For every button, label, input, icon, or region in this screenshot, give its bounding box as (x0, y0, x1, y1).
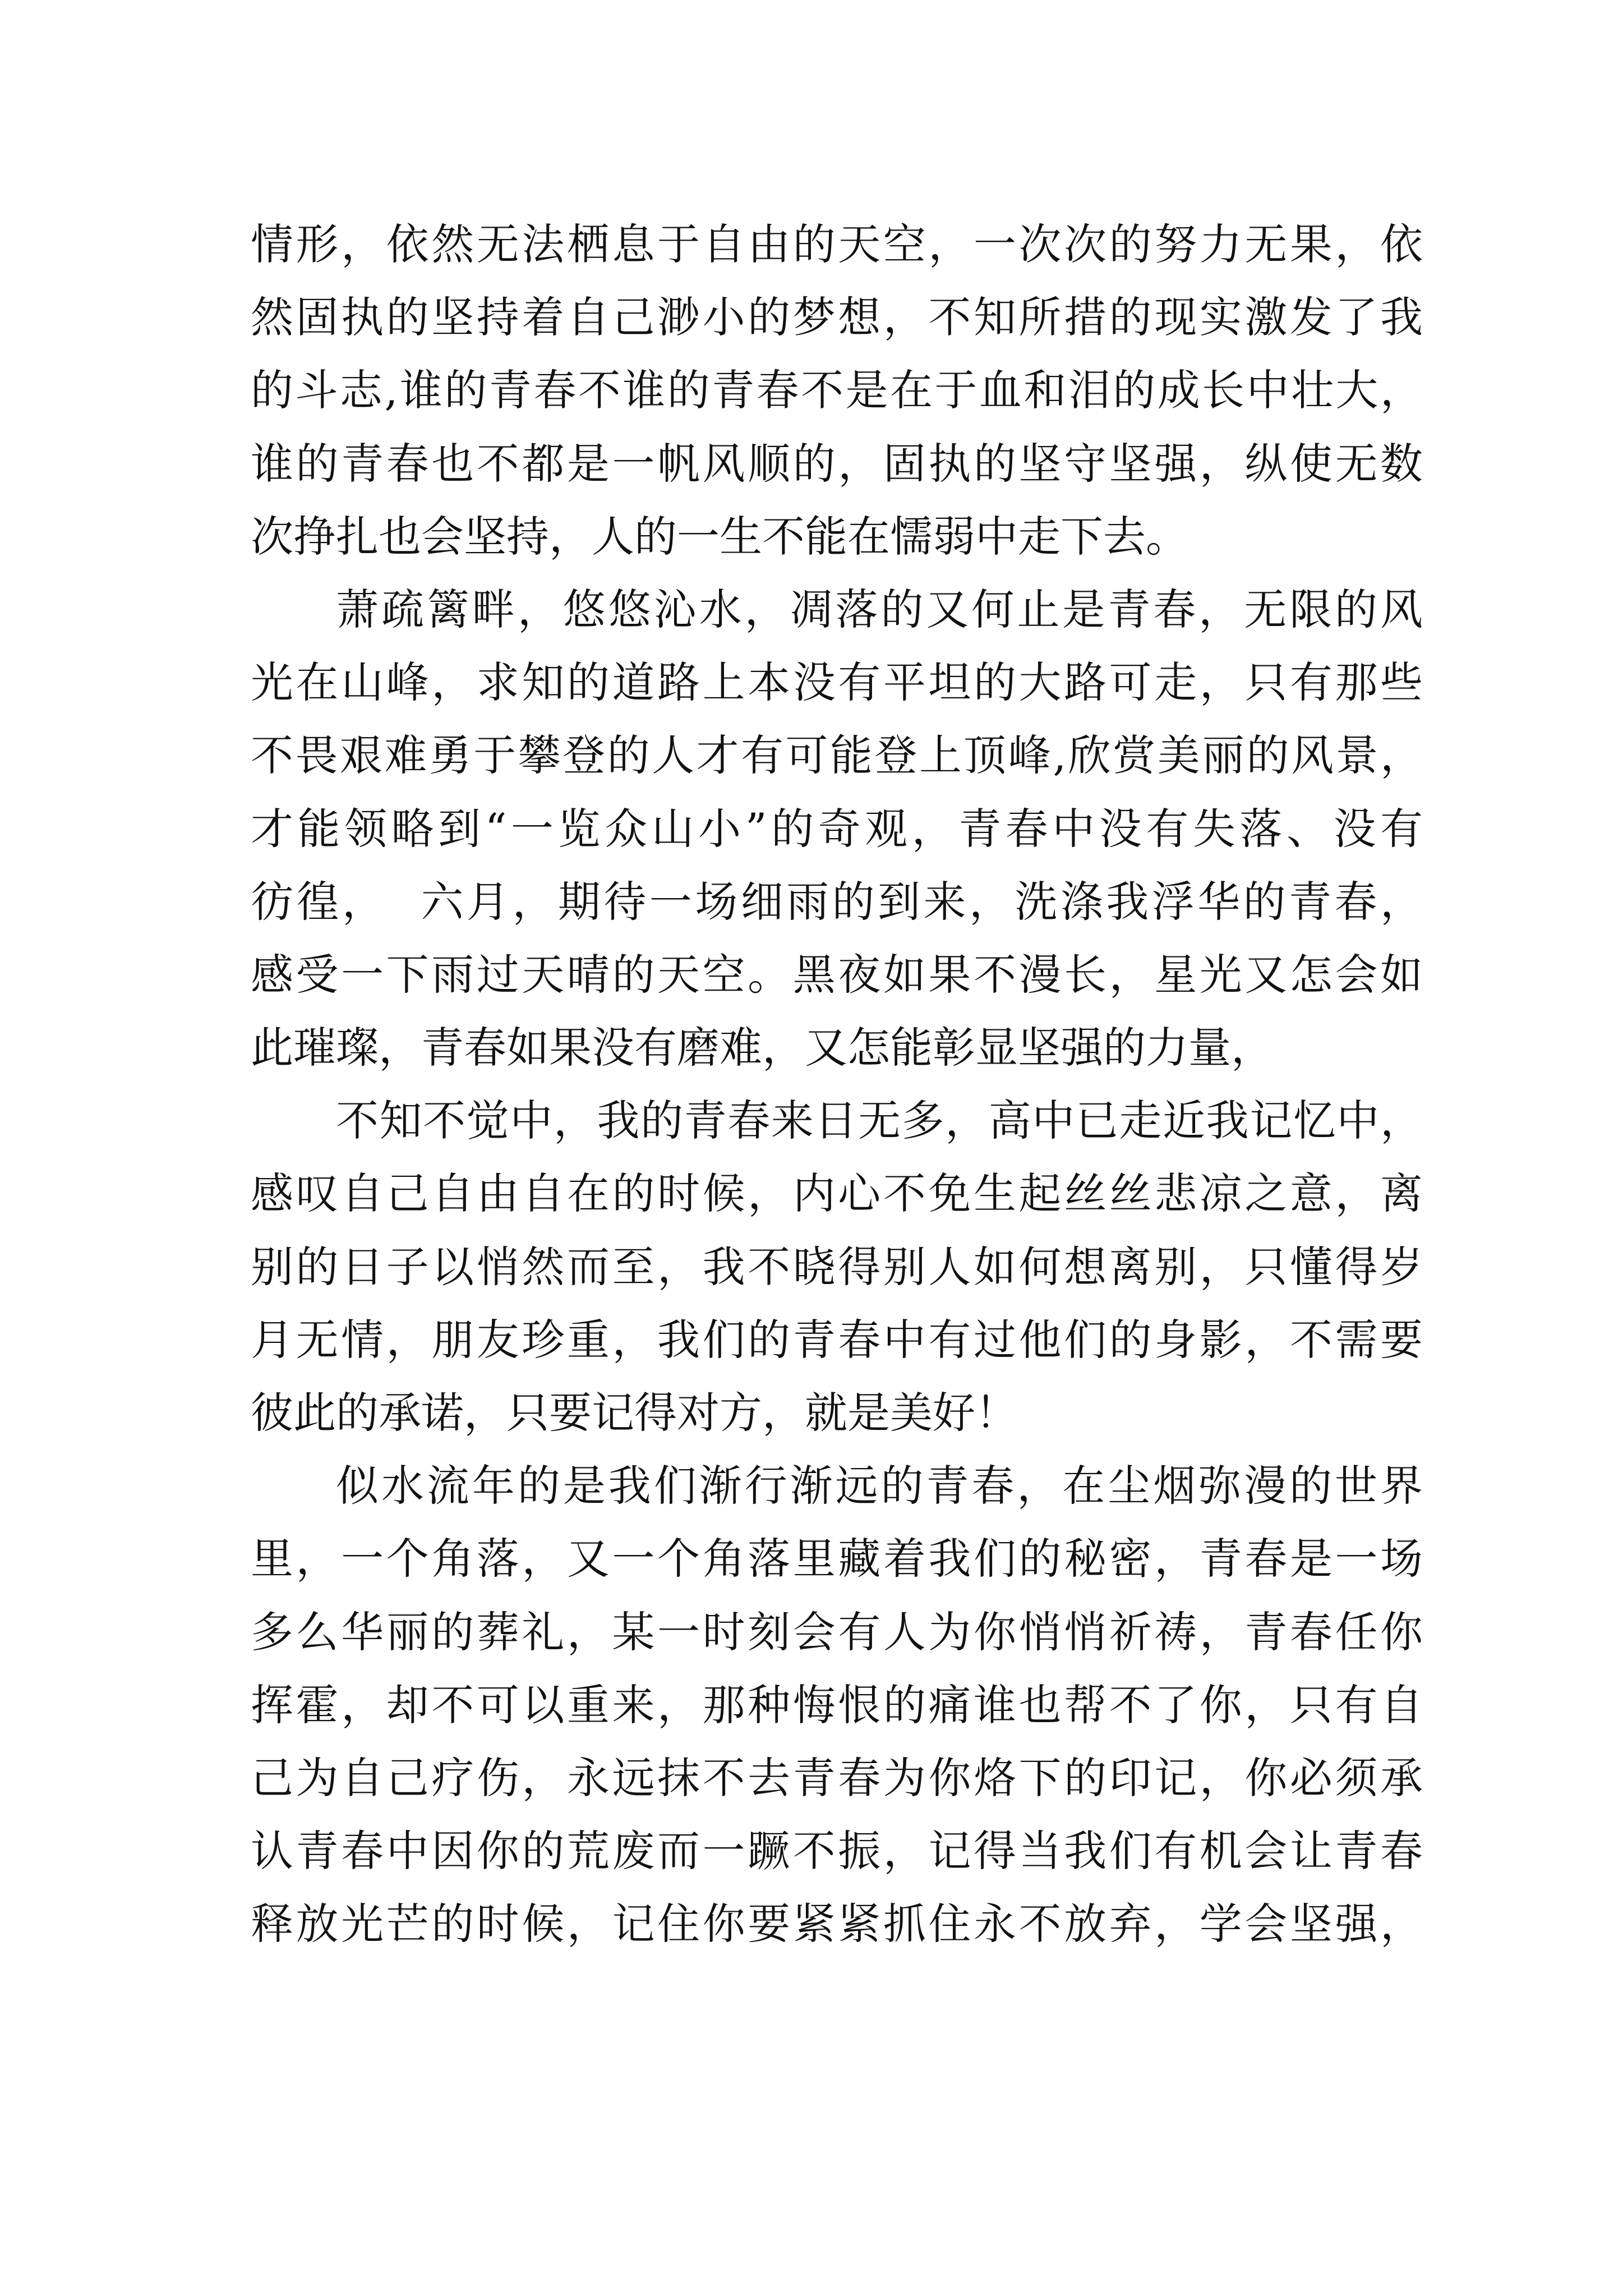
text-line: 里，一个角落，又一个角落里藏着我们的秘密，青春是一场 (251, 1534, 1423, 1584)
text-line: 彼此的承诺，只要记得对方，就是美好！ (251, 1388, 1018, 1438)
text-line: 月无情，朋友珍重，我们的青春中有过他们的身影，不需要 (251, 1314, 1423, 1365)
paragraph-start-line: 似水流年的是我们渐行渐远的青春，在尘烟弥漫的世界 (336, 1461, 1423, 1511)
text-line: 认青春中因你的荒废而一蹶不振，记得当我们有机会让青春 (251, 1826, 1423, 1876)
text-line: 光在山峰，求知的道路上本没有平坦的大路可走，只有那些 (251, 657, 1423, 708)
text-line: 感叹自己自由自在的时候，内心不免生起丝丝悲凉之意，离 (251, 1168, 1423, 1219)
text-line: 然固执的坚持着自己渺小的梦想，不知所措的现实激发了我 (251, 292, 1423, 343)
text-line: 不畏艰难勇于攀登的人才有可能登上顶峰,欣赏美丽的风景， (251, 730, 1423, 781)
text-line: 释放光芒的时候，记住你要紧紧抓住永不放弃，学会坚强， (251, 1899, 1423, 1949)
text-line: 多么华丽的葬礼，某一时刻会有人为你悄悄祈祷，青春任你 (251, 1607, 1423, 1657)
text-line: 己为自己疗伤，永远抹不去青春为你烙下的印记，你必须承 (251, 1752, 1423, 1803)
text-line: 谁的青春也不都是一帆风顺的，固执的坚守坚强，纵使无数 (251, 438, 1423, 489)
paragraph-start-line: 萧疏篱畔，悠悠沁水，凋落的又何止是青春，无限的风 (336, 584, 1423, 634)
paragraph-start-line: 不知不觉中，我的青春来日无多，高中已走近我记忆中， (336, 1096, 1423, 1146)
text-line: 别的日子以悄然而至，我不晓得别人如何想离别，只懂得岁 (251, 1241, 1423, 1292)
text-line: 彷徨， 六月，期待一场细雨的到来，洗涤我浮华的青春， (251, 876, 1423, 927)
text-line: 次挣扎也会坚持，人的一生不能在懦弱中走下去。 (251, 511, 1188, 562)
body-text (251, 208, 1423, 1961)
text-line: 的斗志,谁的青春不谁的青春不是在于血和泪的成长中壮大， (251, 365, 1423, 416)
text-line: 此璀璨，青春如果没有磨难，又怎能彰显坚强的力量， (251, 1023, 1274, 1073)
text-line: 情形，依然无法栖息于自由的天空，一次次的努力无果，依 (251, 219, 1423, 269)
text-line: 感受一下雨过天晴的天空。黑夜如果不漫长，星光又怎会如 (251, 949, 1423, 1000)
text-line: 才能领略到“一览众山小”的奇观，青春中没有失落、没有 (251, 803, 1423, 854)
text-line: 挥霍，却不可以重来，那种悔恨的痛谁也帮不了你，只有自 (251, 1680, 1423, 1730)
